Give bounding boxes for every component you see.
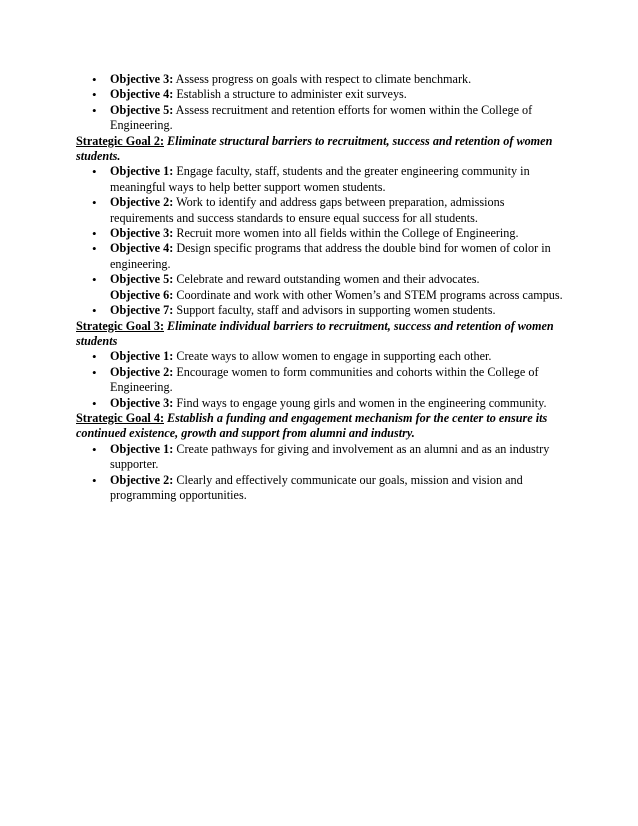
list-item bbox=[76, 365, 566, 396]
objective-text: Work to identify and address gaps between preparation, admissions requirements and success standards to ensure equal success for all students. bbox=[110, 195, 505, 225]
objective-text: Coordinate and work with other Women’s and STEM programs across campus. bbox=[176, 287, 563, 302]
list-item bbox=[76, 303, 566, 318]
goal-text: Establish a funding and engagement mechanism for the center to ensure its continued existence, growth and support from alumni and industry. bbox=[76, 410, 548, 441]
objective-text: Support faculty, staff and advisors in supporting women students. bbox=[176, 303, 496, 318]
objective-label: Objective 4: bbox=[110, 241, 174, 256]
objective-text: Establish a structure to administer exit surveys. bbox=[176, 87, 407, 102]
objective-label: Objective 6: bbox=[110, 287, 174, 302]
list-item bbox=[76, 349, 566, 364]
objective-label: Objective 2: bbox=[110, 472, 174, 487]
objective-label: Objective 2: bbox=[110, 195, 174, 210]
list-item bbox=[76, 442, 566, 473]
list-item bbox=[76, 72, 566, 87]
objective-label: Objective 4: bbox=[110, 87, 174, 102]
list-item bbox=[76, 241, 566, 272]
objective-text: Assess recruitment and retention efforts for women within the College of Engineering. bbox=[110, 102, 533, 133]
objective-text: Design specific programs that address the double bind for women of color in engineering. bbox=[110, 241, 551, 271]
strategic-goal-2-heading bbox=[76, 134, 566, 165]
objective-label: Objective 3: bbox=[110, 72, 174, 86]
objective-text: Create ways to allow women to engage in supporting each other. bbox=[176, 349, 492, 364]
objective-text: Create pathways for giving and involvement as an alumni and as an industry supporter. bbox=[110, 441, 550, 472]
objective-label: Objective 3: bbox=[110, 226, 174, 241]
list-item bbox=[76, 195, 566, 226]
goal-label: Strategic Goal 3: bbox=[76, 318, 164, 333]
objective-label: Objective 5: bbox=[110, 272, 174, 287]
objective-text: Encourage women to form communities and cohorts within the College of Engineering. bbox=[110, 364, 539, 395]
strategic-goal-4-heading bbox=[76, 411, 566, 442]
objective-list-goal4 bbox=[76, 442, 566, 504]
objective-text: Engage faculty, staff, students and the greater engineering community in meaningful ways to help better support women students. bbox=[110, 164, 530, 194]
objective-label: Objective 7: bbox=[110, 303, 174, 318]
objective-text: Find ways to engage young girls and women in the engineering community. bbox=[176, 395, 547, 410]
list-item bbox=[76, 272, 566, 287]
objective-label: Objective 2: bbox=[110, 364, 174, 379]
list-item bbox=[76, 103, 566, 134]
goal-text: Eliminate structural barriers to recruitment, success and retention of women students. bbox=[76, 133, 553, 164]
objective-label: Objective 1: bbox=[110, 164, 174, 179]
list-item bbox=[76, 164, 566, 195]
objective-text: Recruit more women into all fields within the College of Engineering. bbox=[176, 226, 519, 241]
list-item bbox=[76, 473, 566, 504]
strategic-goal-3-heading bbox=[76, 319, 566, 350]
objective-label: Objective 1: bbox=[110, 441, 174, 456]
goal-label: Strategic Goal 4: bbox=[76, 410, 164, 425]
list-item bbox=[76, 87, 566, 102]
list-item bbox=[76, 288, 566, 303]
list-item bbox=[76, 226, 566, 241]
objective-text: Celebrate and reward outstanding women and their advocates. bbox=[176, 272, 480, 287]
objective-list-goal2 bbox=[76, 164, 566, 318]
objective-text: Assess progress on goals with respect to climate benchmark. bbox=[175, 72, 472, 86]
goal-text: Eliminate individual barriers to recruitment, success and retention of women students bbox=[76, 318, 554, 348]
objective-list-goal3 bbox=[76, 349, 566, 411]
objective-label: Objective 5: bbox=[110, 102, 174, 117]
document-body bbox=[76, 72, 566, 503]
list-item bbox=[76, 396, 566, 411]
objective-label: Objective 3: bbox=[110, 395, 174, 410]
objective-label: Objective 1: bbox=[110, 349, 174, 364]
goal-label: Strategic Goal 2: bbox=[76, 133, 164, 148]
objective-text: Clearly and effectively communicate our goals, mission and vision and programming opportunities. bbox=[110, 472, 523, 502]
objective-list-goal1 bbox=[76, 72, 566, 134]
